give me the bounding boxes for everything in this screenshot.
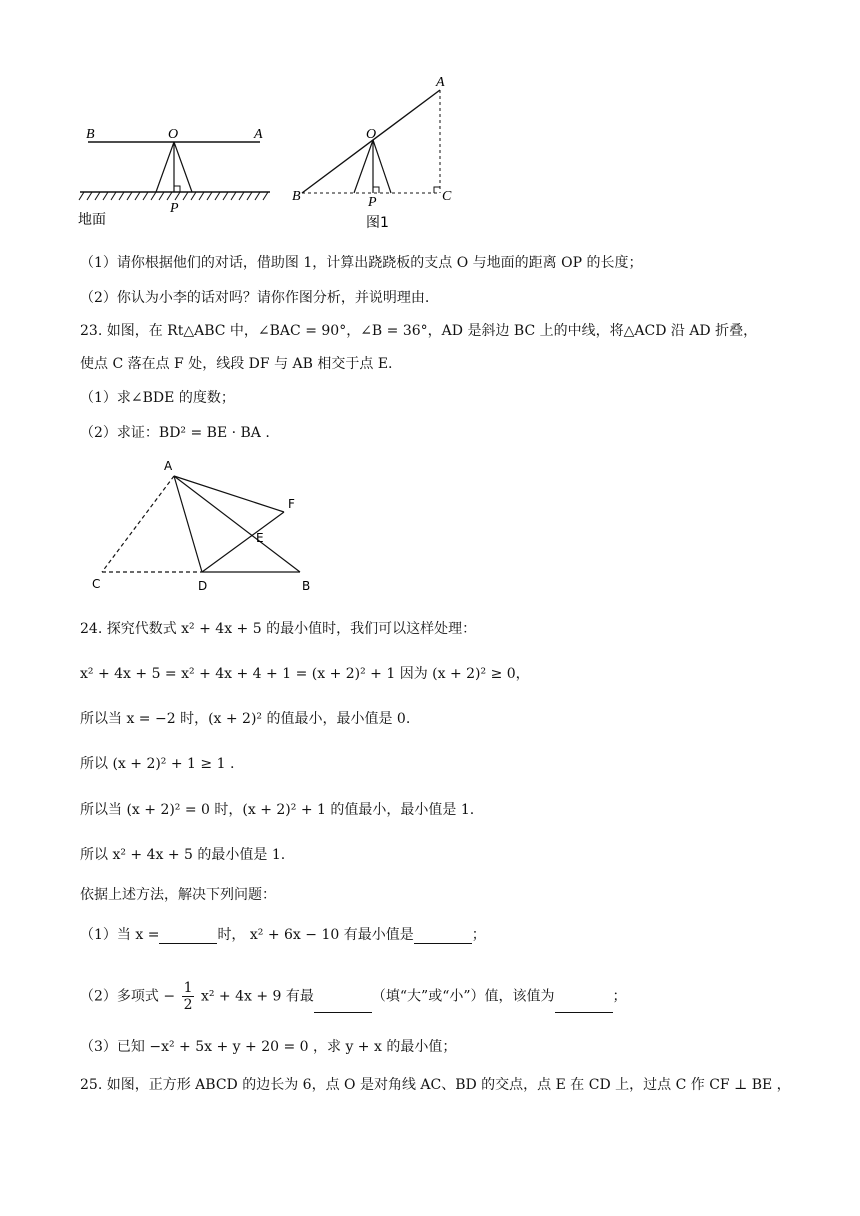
label-ground: 地面: [78, 212, 106, 228]
q24-part2-mid: （填“大”或“小”）值，该值为: [371, 988, 555, 1005]
q24-part2-prefix: （2）多项式: [80, 988, 159, 1005]
answer-blank-1[interactable]: [159, 929, 217, 944]
figure-triangle-fold: [88, 456, 328, 596]
q24-intro: 24. 探究代数式 x² + 4x + 5 的最小值时，我们可以这样处理：: [80, 621, 477, 637]
label-tri-D: D: [198, 579, 208, 593]
label-O2: O: [366, 127, 377, 142]
q23-part2: （2）求证：BD² = BE · BA .: [80, 425, 270, 441]
q22-part1: （1）请你根据他们的对话，借助图 1，计算出跷跷板的支点 O 与地面的距离 OP 的长度；: [80, 255, 643, 271]
q24-derivation-2: 所以当 x = −2 时，(x + 2)² 的值最小，最小值是 0.: [80, 711, 411, 727]
answer-blank-3[interactable]: [314, 998, 372, 1013]
q24-part3: （3）已知 −x² + 5x + y + 20 = 0 ，求 y + x 的最小值；: [80, 1039, 457, 1055]
figure-seesaw-tilted: [288, 72, 460, 234]
label-A2: A: [436, 75, 445, 90]
fraction-denominator: 2: [183, 997, 193, 1013]
label-tri-F: F: [288, 497, 295, 511]
figure-caption: 图1: [366, 215, 389, 231]
q24-derivation-1: x² + 4x + 5 = x² + 4x + 4 + 1 = (x + 2)² + 1 因为 (x + 2)² ≥ 0，: [80, 666, 530, 682]
figure-seesaw-level: [74, 120, 284, 230]
q22-part2: （2）你认为小李的话对吗？请你作图分析，并说明理由.: [80, 290, 430, 306]
q24-part1-prefix: （1）当 x =: [80, 927, 160, 943]
label-C2: C: [442, 189, 452, 204]
q24-instruction: 依据上述方法，解决下列问题：: [80, 887, 276, 903]
q24-part2-end: ；: [612, 988, 627, 1005]
label-P2: P: [368, 195, 377, 210]
q24-part1-mid: 时， x² + 6x − 10 有最小值是: [217, 927, 414, 943]
label-B2: B: [292, 189, 301, 204]
q23-line2: 使点 C 落在点 F 处，线段 DF 与 AB 相交于点 E.: [80, 356, 393, 372]
q24-part2-expr: x² + 4x + 9 有最: [200, 988, 314, 1005]
q24-part2: [80, 980, 627, 1013]
answer-blank-4[interactable]: [555, 998, 613, 1013]
fraction-numerator: 1: [183, 980, 193, 996]
label-tri-B: B: [302, 579, 311, 593]
q24-part1: [80, 926, 486, 944]
q24-part1-end: ；: [471, 927, 486, 943]
q24-derivation-3: 所以 (x + 2)² + 1 ≥ 1 .: [80, 756, 235, 772]
q25-line1: 25. 如图，正方形 ABCD 的边长为 6，点 O 是对角线 AC、BD 的交点，点 E 在 CD 上，过点 C 作 CF ⊥ BE ，: [80, 1077, 791, 1093]
q23-line1: 23. 如图，在 Rt△ABC 中，∠BAC = 90°，∠B = 36°，AD 是斜边 BC 上的中线，将△ACD 沿 AD 折叠，: [80, 323, 758, 339]
label-O: O: [168, 127, 179, 142]
label-tri-E: E: [256, 531, 264, 545]
q24-derivation-5: 所以 x² + 4x + 5 的最小值是 1.: [80, 847, 286, 863]
label-P: P: [170, 201, 179, 216]
answer-blank-2[interactable]: [414, 929, 472, 944]
label-A: A: [254, 127, 263, 142]
q23-part1: （1）求∠BDE 的度数；: [80, 390, 235, 406]
label-B: B: [86, 127, 95, 142]
label-tri-C: C: [92, 577, 101, 591]
fraction-half: [182, 980, 195, 1013]
minus-sign: −: [163, 988, 176, 1005]
label-tri-A: A: [164, 459, 173, 473]
q24-derivation-4: 所以当 (x + 2)² = 0 时，(x + 2)² + 1 的值最小，最小值是 1.: [80, 802, 475, 818]
